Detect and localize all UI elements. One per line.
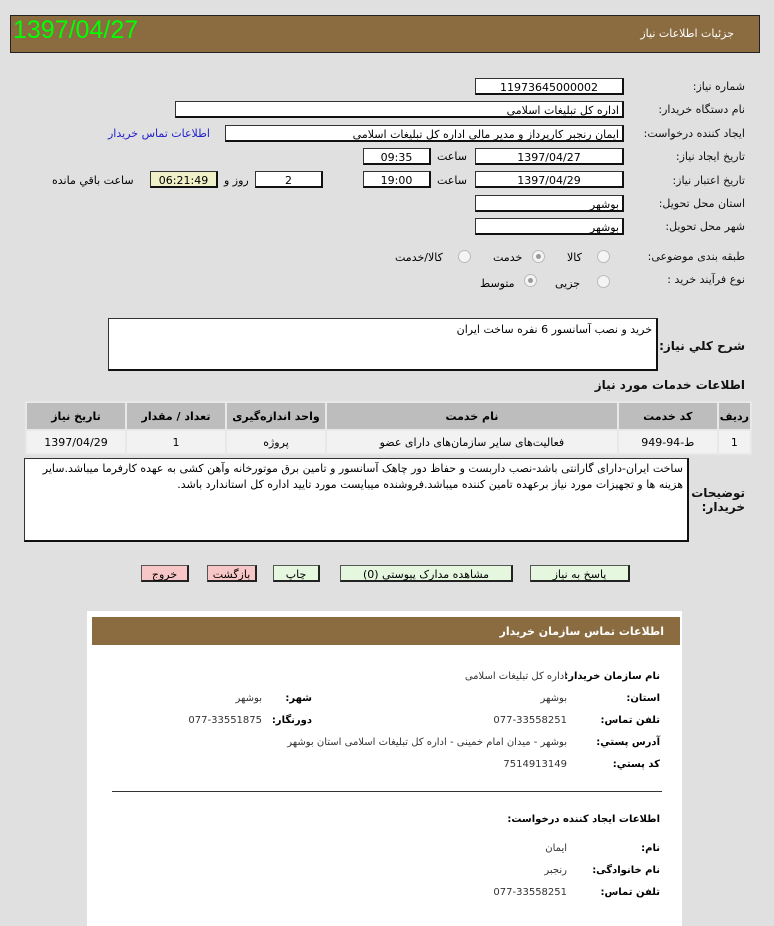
valid-date-label: تاریخ اعتبار نیاز: bbox=[672, 174, 745, 187]
province-value: بوشهر bbox=[540, 693, 567, 704]
category-label: طبقه بندی موضوعی: bbox=[647, 250, 745, 263]
valid-time-field[interactable]: 19:00 bbox=[363, 171, 431, 188]
creator-label: ایجاد کننده درخواست: bbox=[643, 127, 745, 140]
fax-value: 077-33551875 bbox=[188, 715, 262, 726]
radio-goods-label: کالا bbox=[567, 251, 582, 264]
col-qty: تعداد / مقدار bbox=[126, 402, 226, 430]
province-label: استان: bbox=[626, 693, 660, 704]
org-label: نام سازمان خریدار: bbox=[564, 671, 660, 682]
buyer-org-field[interactable]: اداره کل تبلیغات اسلامی bbox=[175, 101, 624, 118]
buyer-contact-panel bbox=[87, 611, 682, 926]
fax-label: دورنگار: bbox=[271, 715, 312, 726]
valid-date-field[interactable]: 1397/04/29 bbox=[475, 171, 624, 188]
attachments-button[interactable]: مشاهده مدارک پيوستي (0) bbox=[340, 565, 513, 582]
table-row: 1 ط-94-949 فعالیت‌های سایر سازمان‌های دارای عضو پروژه 1 1397/04/29 bbox=[26, 430, 751, 454]
radio-minor[interactable] bbox=[597, 275, 610, 288]
radio-service[interactable] bbox=[532, 250, 545, 263]
description-field[interactable]: خرید و نصب آسانسور 6 نفره ساخت ایران bbox=[108, 318, 658, 371]
created-time-label: ساعت bbox=[437, 150, 467, 163]
postal-label: کد پستي: bbox=[612, 759, 660, 770]
days-field[interactable]: 2 bbox=[255, 171, 323, 188]
process-label: نوع فرآیند خرید : bbox=[667, 273, 745, 286]
radio-goods[interactable] bbox=[597, 250, 610, 263]
days-label: روز و bbox=[224, 174, 249, 187]
address-label: آدرس پستي: bbox=[596, 737, 660, 748]
creator-phone-value: 077-33558251 bbox=[493, 887, 567, 898]
name-value: ایمان bbox=[545, 843, 567, 854]
exit-button[interactable]: خروج bbox=[141, 565, 189, 582]
services-table bbox=[25, 401, 752, 455]
radio-service-label: خدمت bbox=[493, 251, 523, 264]
remaining-label: ساعت باقي مانده bbox=[52, 174, 134, 187]
postal-value: 7514913149 bbox=[503, 759, 567, 770]
col-unit: واحد اندازه‌گیری bbox=[226, 402, 326, 430]
buyer-org-label: نام دستگاه خریدار: bbox=[658, 103, 745, 116]
header-date: 1397/04/27 bbox=[13, 16, 139, 44]
notes-field[interactable]: ساخت ایران-دارای گارانتی باشد-نصب داربست و حفاظ دور چاهک آسانسور و تامین برق موتورخانه وآهن کشی به عهده کارفرما میباشد.سایر هزینه ها و تجهیزات مورد نیاز برعهده تامین کننده میباشد.فروشنده میبایست مورد تایید اداره کل استاندارد باشد. bbox=[24, 458, 689, 542]
family-value: رنجبر bbox=[544, 865, 567, 876]
family-label: نام خانوادگی: bbox=[592, 865, 660, 876]
page-header bbox=[10, 15, 760, 53]
col-row: ردیف bbox=[718, 402, 751, 430]
phone-label: تلفن تماس: bbox=[600, 715, 660, 726]
contact-panel-header: اطلاعات تماس سازمان خریدار bbox=[92, 617, 680, 645]
radio-goods-service[interactable] bbox=[458, 250, 471, 263]
city-label: شهر: bbox=[285, 693, 312, 704]
province-field[interactable]: بوشهر bbox=[475, 195, 624, 212]
creator-phone-label: تلفن تماس: bbox=[600, 887, 660, 898]
reply-button[interactable]: پاسخ به نیاز bbox=[530, 565, 630, 582]
print-button[interactable]: چاپ bbox=[273, 565, 320, 582]
creator-field[interactable]: ایمان رنجبر کارپرداز و مدیر مالی اداره کل تبلیغات اسلامی bbox=[225, 125, 624, 142]
radio-medium-label: متوسط bbox=[480, 277, 515, 290]
divider bbox=[112, 791, 662, 792]
city-value: بوشهر bbox=[235, 693, 262, 704]
need-number-label: شماره نیاز: bbox=[692, 80, 745, 93]
city-label: شهر محل تحویل: bbox=[665, 220, 745, 233]
table-header bbox=[26, 402, 751, 430]
description-label: شرح کلي نياز: bbox=[659, 339, 745, 353]
creator-section-title: اطلاعات ایجاد کننده درخواست: bbox=[507, 814, 660, 825]
col-date: تاریخ نیاز bbox=[26, 402, 126, 430]
buyer-contact-link[interactable]: اطلاعات تماس خریدار bbox=[108, 127, 210, 140]
created-date-label: تاریخ ایجاد نیاز: bbox=[675, 150, 745, 163]
address-value: بوشهر - میدان امام خمینی - اداره کل تبلیغات اسلامی استان بوشهر bbox=[287, 737, 567, 748]
remaining-time-field: 06:21:49 bbox=[150, 171, 218, 188]
radio-medium[interactable] bbox=[524, 274, 537, 287]
col-name: نام خدمت bbox=[326, 402, 618, 430]
valid-time-label: ساعت bbox=[437, 174, 467, 187]
need-number-field[interactable]: 11973645000002 bbox=[475, 78, 624, 95]
created-date-field[interactable]: 1397/04/27 bbox=[475, 148, 624, 165]
col-code: کد خدمت bbox=[618, 402, 718, 430]
name-label: نام: bbox=[641, 843, 660, 854]
created-time-field[interactable]: 09:35 bbox=[363, 148, 431, 165]
radio-minor-label: جزیی bbox=[555, 277, 581, 290]
province-label: استان محل تحویل: bbox=[658, 197, 745, 210]
city-field[interactable]: بوشهر bbox=[475, 218, 624, 235]
notes-label: توضیحات خریدار: bbox=[691, 486, 745, 514]
radio-goods-service-label: کالا/خدمت bbox=[395, 251, 443, 264]
org-value: اداره کل تبلیغات اسلامی bbox=[464, 671, 567, 682]
services-title: اطلاعات خدمات مورد نیاز bbox=[594, 378, 745, 392]
phone-value: 077-33558251 bbox=[493, 715, 567, 726]
back-button[interactable]: بازگشت bbox=[207, 565, 257, 582]
page-title: جزئیات اطلاعات نیاز bbox=[640, 27, 734, 40]
